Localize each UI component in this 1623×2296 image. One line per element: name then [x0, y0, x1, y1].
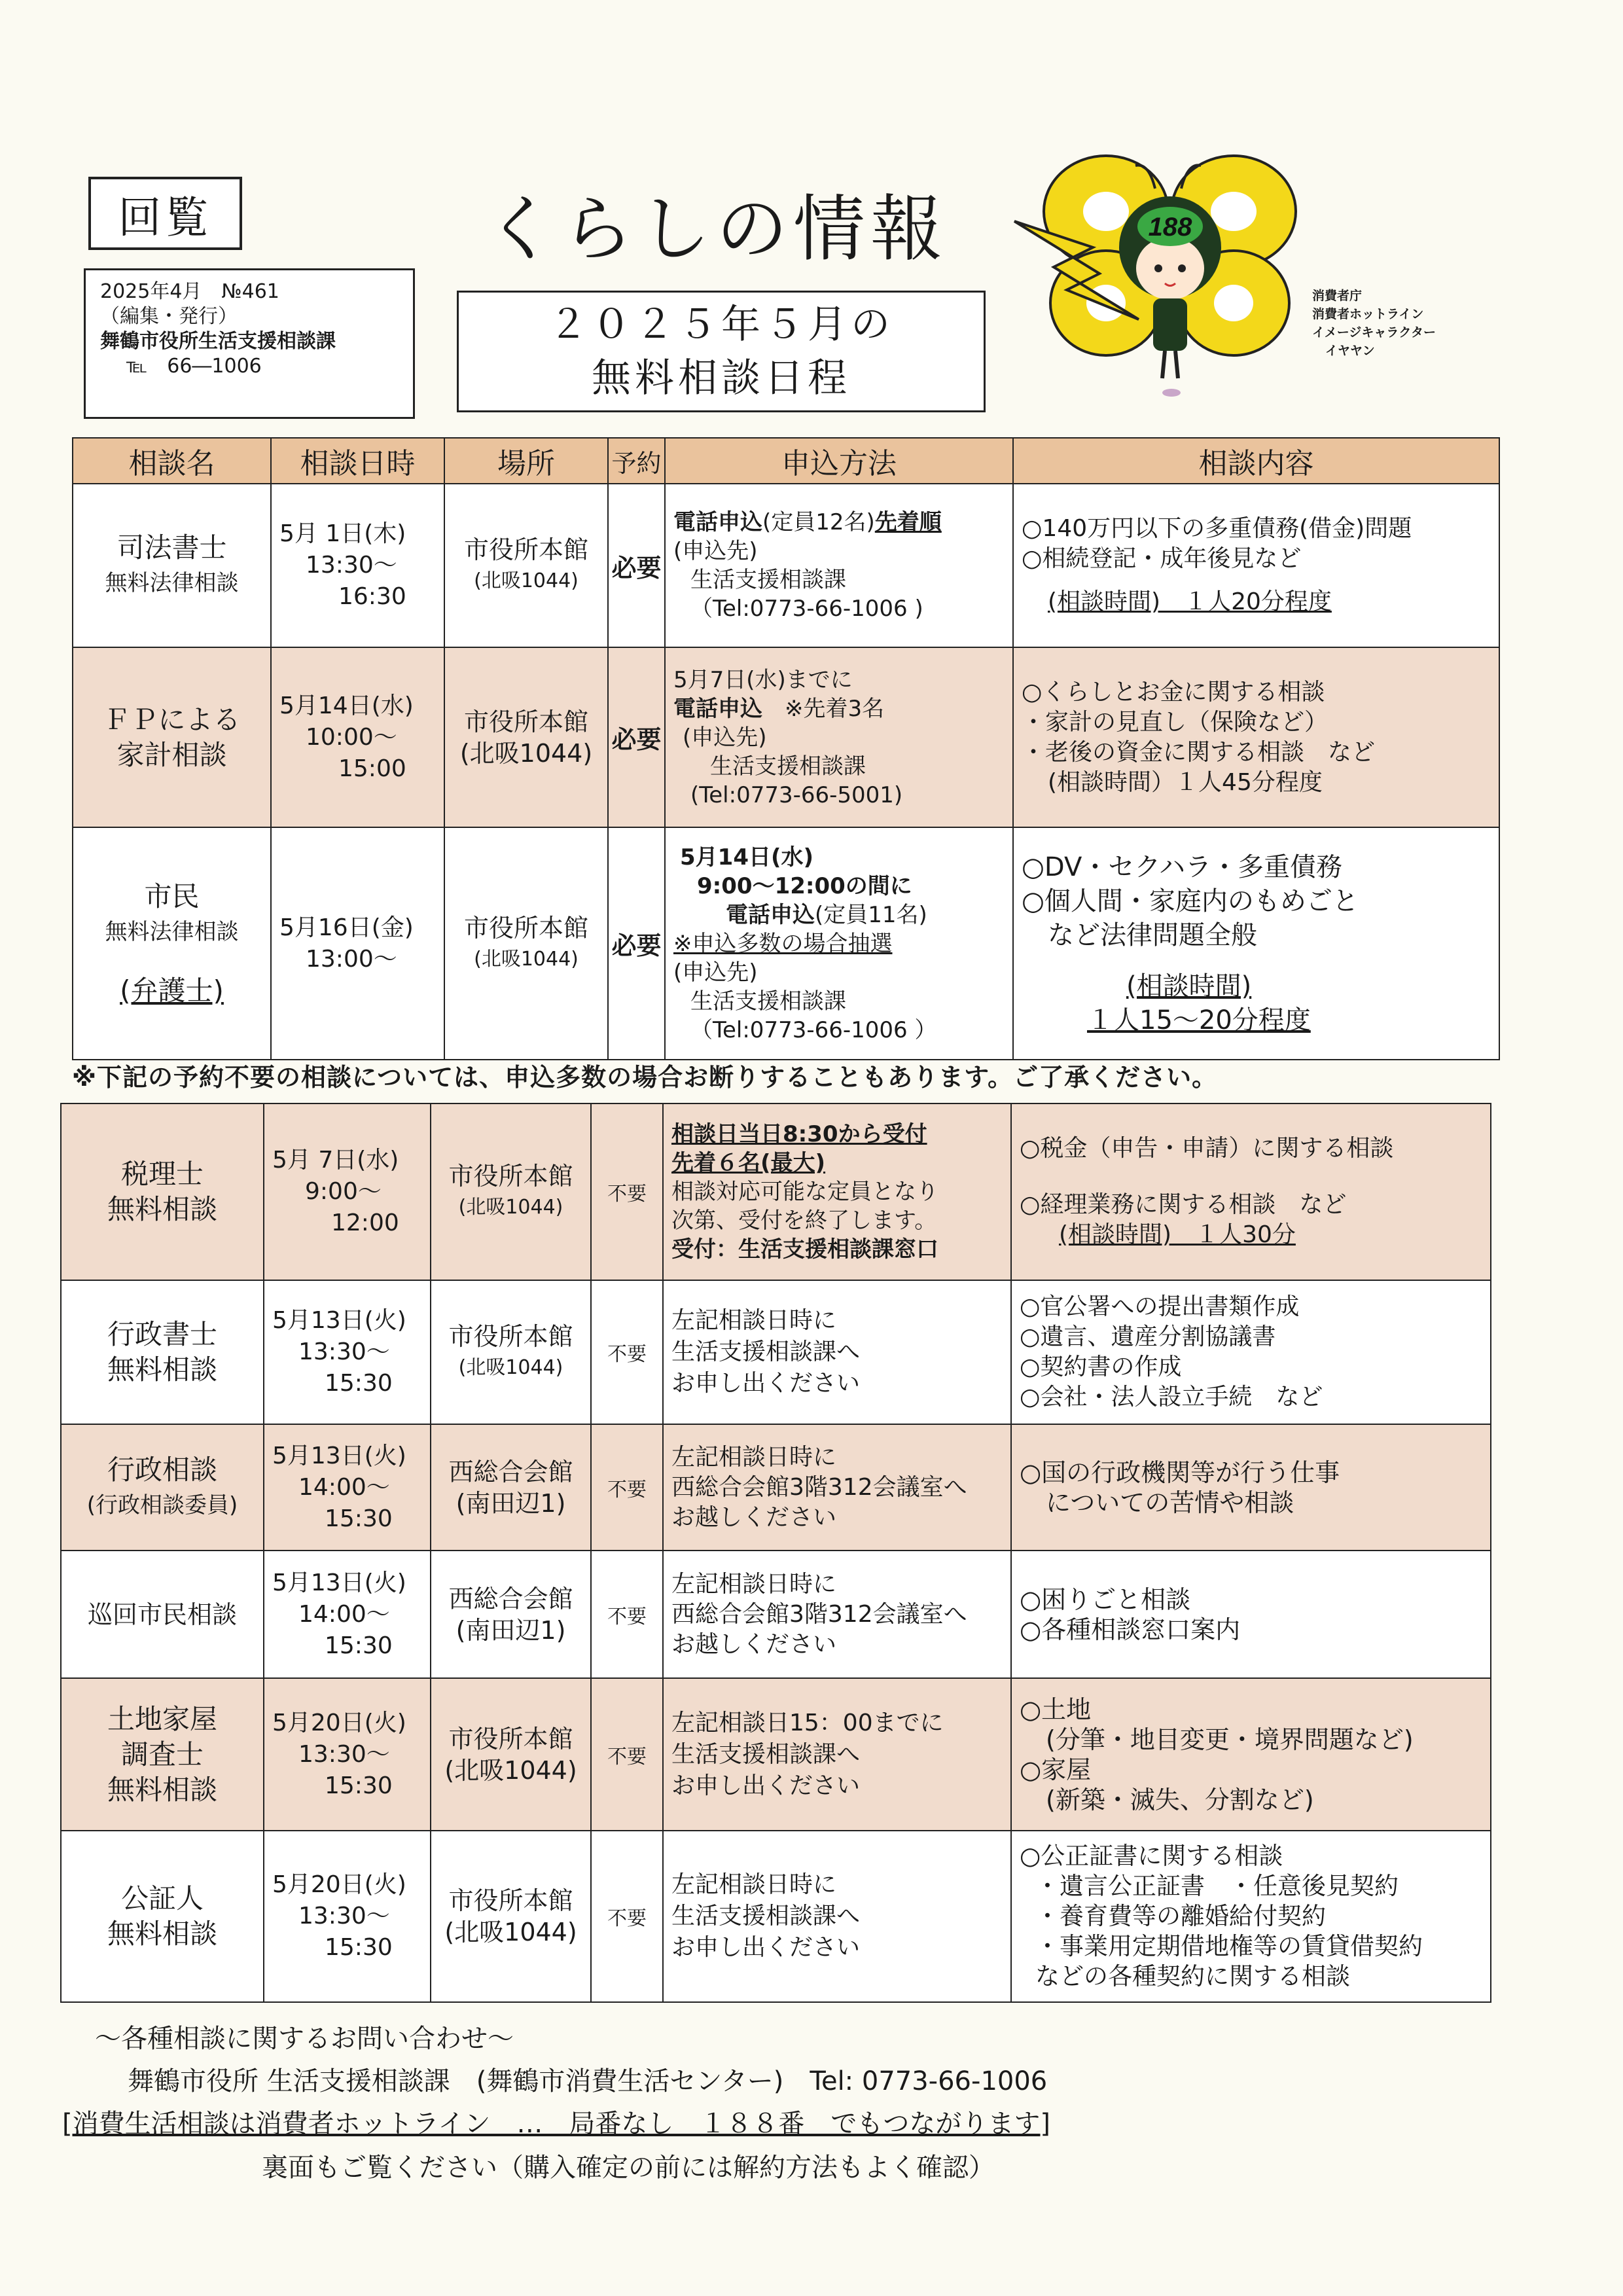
- place-line: 市役所本館: [463, 535, 588, 564]
- content-line: ・家計の見直し（保険など）: [1022, 708, 1329, 736]
- apply-line: （Tel:0773-66-1006 ）: [690, 1016, 937, 1043]
- apply-line: 左記相談日時に: [671, 1871, 837, 1898]
- cell-name: [61, 1103, 264, 1280]
- cell-reserve: 不要: [591, 1551, 663, 1678]
- issue-editor-label: （編集・発行）: [100, 305, 238, 328]
- apply-line: 生活支援相談課: [710, 753, 866, 780]
- content-line: (相談時間) １人20分程度: [1048, 588, 1332, 615]
- content-line: ・事業用定期借地権等の賃貸借契約: [1035, 1932, 1423, 1960]
- mascot-caption: [1312, 287, 1436, 360]
- subtitle-line1: ２０２５年５月の: [548, 302, 894, 348]
- mascot-caption-line3: イメージキャラクター: [1312, 325, 1436, 340]
- cell-apply: [663, 1280, 1011, 1424]
- cell-date: [271, 827, 444, 1060]
- name-line: 行政書士: [107, 1318, 217, 1350]
- cell-name: [61, 1678, 264, 1831]
- cell-apply: [663, 1424, 1011, 1551]
- table-row: [61, 1280, 1491, 1424]
- apply-line: 生活支援相談課へ: [671, 1338, 861, 1365]
- date-line: 15:30: [325, 1772, 393, 1799]
- cell-date: [271, 484, 444, 647]
- cell-place: [444, 827, 608, 1060]
- content-line: ・養育費等の離婚給付契約: [1035, 1902, 1326, 1930]
- date-line: 15:30: [325, 1632, 393, 1659]
- name-line: 無料法律相談: [105, 570, 239, 596]
- cell-apply: [663, 1678, 1011, 1831]
- apply-text: 先着順: [874, 509, 942, 535]
- apply-line: 先着６名(最大): [671, 1150, 826, 1176]
- footer-hotline-note: [消費生活相談は消費者ホットライン … 局番なし １８８番 でもつながります]: [62, 2109, 1051, 2139]
- content-line: ○くらしとお金に関する相談: [1022, 678, 1325, 706]
- place-line: (北吸1044): [458, 1196, 563, 1219]
- footer-contact: 舞鶴市役所 生活支援相談課 (舞鶴市消費生活センター) Tel: 0773-66-1006: [128, 2066, 1048, 2096]
- cell-reserve: 必要: [608, 647, 665, 827]
- header-place: 場所: [444, 438, 608, 484]
- date-line: 15:30: [325, 1934, 393, 1961]
- content-line: ○経理業務に関する相談 など: [1020, 1191, 1347, 1218]
- cell-reserve: 不要: [591, 1424, 663, 1551]
- apply-line: お越しください: [671, 1503, 837, 1531]
- content-line: (新築・滅失、分割など): [1046, 1785, 1314, 1814]
- date-line: 13:00〜: [306, 945, 397, 973]
- table-row: [73, 484, 1499, 647]
- table-row: [61, 1103, 1491, 1280]
- cell-date: [264, 1831, 431, 2002]
- content-line: ○公正証書に関する相談: [1020, 1842, 1283, 1870]
- name-line: (行政相談委員): [86, 1492, 238, 1518]
- apply-line: (申込先): [673, 538, 758, 564]
- name-line: 巡回市民相談: [87, 1600, 237, 1629]
- table-row: [73, 827, 1499, 1060]
- issue-number: 2025年4月 №461: [100, 280, 279, 303]
- date-line: 15:30: [325, 1370, 393, 1397]
- apply-line: お申し出ください: [671, 1370, 861, 1397]
- place-line: (南田辺1): [455, 1488, 566, 1518]
- cell-content: [1011, 1678, 1491, 1831]
- name-line: ＦＰによる: [103, 703, 241, 736]
- place-line: 市役所本館: [448, 1162, 573, 1191]
- cell-name: [61, 1424, 264, 1551]
- header-date: 相談日時: [271, 438, 444, 484]
- apply-line: 5月14日(水): [680, 844, 814, 870]
- name-line: 家計相談: [116, 738, 227, 771]
- content-line: など法律問題全般: [1048, 920, 1257, 950]
- content-line: (相談時間）１人45分程度: [1048, 768, 1323, 796]
- table-row: [61, 1678, 1491, 1831]
- apply-line: ※申込多数の場合抽選: [673, 930, 893, 957]
- content-line: (分筆・地目変更・境界問題など): [1046, 1725, 1414, 1754]
- content-line: ○140万円以下の多重債務(借金)問題: [1022, 515, 1412, 542]
- apply-line: お越しください: [671, 1630, 837, 1658]
- table-row: [61, 1551, 1491, 1678]
- mascot-caption-line4: イヤヤン: [1325, 344, 1375, 358]
- place-line: 市役所本館: [463, 707, 588, 736]
- name-line: 無料相談: [107, 1354, 217, 1386]
- place-line: 市役所本館: [448, 1724, 573, 1753]
- apply-line: （Tel:0773-66-1006 ): [690, 596, 923, 622]
- content-line: ○税金（申告・申請）に関する相談: [1020, 1135, 1394, 1162]
- table-row: [61, 1831, 1491, 2002]
- circulation-label: 回覧: [88, 177, 242, 250]
- issue-info-box: [84, 268, 415, 419]
- date-line: 5月20日(火): [272, 1871, 406, 1898]
- date-line: 14:00〜: [298, 1473, 390, 1501]
- content-line: ○相続登記・成年後見など: [1022, 545, 1302, 572]
- cell-place: [431, 1280, 591, 1424]
- apply-text: 電話申込: [673, 509, 762, 535]
- content-line: ○会社・法人設立手続 など: [1020, 1384, 1323, 1410]
- cell-reserve: 不要: [591, 1831, 663, 2002]
- cell-date: [264, 1424, 431, 1551]
- place-line: (北吸1044): [459, 738, 593, 768]
- content-line: ○個人間・家庭内のもめごと: [1022, 886, 1359, 916]
- date-line: 5月20日(火): [272, 1709, 406, 1736]
- apply-line: (申込先): [673, 959, 758, 986]
- cell-date: [264, 1678, 431, 1831]
- content-line: ・老後の資金に関する相談 など: [1022, 738, 1376, 766]
- header-content: 相談内容: [1013, 438, 1499, 484]
- date-line: 13:30〜: [298, 1903, 390, 1929]
- cell-place: [444, 484, 608, 647]
- header-reserve: 予約: [608, 438, 665, 484]
- cell-reserve: 必要: [608, 827, 665, 1060]
- content-line: ○困りごと相談: [1020, 1585, 1191, 1614]
- date-line: 12:00: [331, 1210, 399, 1236]
- name-line: 土地家屋: [107, 1702, 217, 1735]
- place-line: (北吸1044): [474, 569, 579, 592]
- cell-apply: [665, 484, 1013, 647]
- apply-line: お申し出ください: [671, 1772, 861, 1799]
- apply-text: 電話申込: [673, 695, 762, 722]
- cell-apply: [663, 1103, 1011, 1280]
- mascot-caption-line2: 消費者ホットライン: [1312, 307, 1424, 321]
- cell-date: [264, 1103, 431, 1280]
- apply-line: 生活支援相談課: [690, 988, 846, 1014]
- apply-line: 西総合会館3階312会議室へ: [671, 1600, 967, 1628]
- cell-name: [61, 1280, 264, 1424]
- date-line: 5月 7日(水): [272, 1147, 399, 1174]
- cell-place: [431, 1831, 591, 2002]
- apply-text: 電話申込: [726, 901, 815, 928]
- date-line: 13:30〜: [298, 1338, 390, 1365]
- name-line: 無料相談: [107, 1918, 217, 1950]
- cell-name: [61, 1551, 264, 1678]
- date-line: 16:30: [338, 583, 406, 610]
- place-line: 市役所本館: [448, 1322, 573, 1351]
- cell-apply: [663, 1551, 1011, 1678]
- content-line: ○国の行政機関等が行う仕事: [1020, 1458, 1340, 1487]
- cell-reserve: 不要: [591, 1678, 663, 1831]
- apply-line: 次第、受付を終了します。: [671, 1208, 937, 1234]
- apply-line: (申込先): [683, 724, 767, 751]
- apply-line: 5月7日(水)までに: [673, 666, 853, 693]
- cell-place: [431, 1424, 591, 1551]
- date-line: 5月13日(火): [272, 1442, 406, 1469]
- mascot-badge: 188: [1148, 213, 1192, 242]
- cell-content: [1013, 484, 1499, 647]
- apply-text: (定員11名): [815, 901, 927, 928]
- apply-line: 生活支援相談課: [690, 567, 846, 593]
- cell-name: [73, 827, 271, 1060]
- schedule-table-no-reservation: [60, 1103, 1491, 2003]
- date-line: 14:00〜: [298, 1600, 390, 1628]
- cell-date: [264, 1551, 431, 1678]
- cell-place: [431, 1103, 591, 1280]
- header-apply: 申込方法: [665, 438, 1013, 484]
- place-line: 市役所本館: [463, 913, 588, 942]
- content-line: ・遺言公正証書 ・任意後見契約: [1035, 1872, 1399, 1900]
- place-line: 西総合会館: [448, 1584, 573, 1613]
- date-line: 5月13日(火): [272, 1569, 406, 1596]
- table-row: [61, 1424, 1491, 1551]
- content-line: ○契約書の作成: [1020, 1354, 1182, 1380]
- content-line: ○遺言、遺産分割協議書: [1020, 1323, 1276, 1350]
- name-line: (弁護士): [120, 974, 224, 1007]
- footer-back-note: 裏面もご覧ください（購入確定の前には解約方法もよく確認）: [262, 2153, 995, 2183]
- issue-phone: ℡ 66―1006: [126, 355, 262, 378]
- date-line: 5月16日(金): [279, 914, 414, 941]
- place-line: 市役所本館: [448, 1886, 573, 1915]
- cell-date: [264, 1280, 431, 1424]
- date-line: 5月 1日(木): [279, 520, 406, 547]
- apply-line: (Tel:0773-66-5001): [690, 781, 903, 808]
- cell-content: [1011, 1551, 1491, 1678]
- date-line: 9:00〜: [305, 1178, 382, 1205]
- apply-line: 左記相談日時に: [671, 1443, 837, 1471]
- cell-date: [271, 647, 444, 827]
- cell-content: [1013, 647, 1499, 827]
- apply-line: 受付：生活支援相談課窓口: [671, 1236, 938, 1263]
- apply-line: 生活支援相談課へ: [671, 1740, 861, 1768]
- cell-place: [431, 1551, 591, 1678]
- name-line: 行政相談: [107, 1453, 217, 1486]
- name-line: 司法書士: [116, 531, 227, 564]
- apply-line: 左記相談日15：00までに: [671, 1709, 944, 1736]
- cell-name: [73, 484, 271, 647]
- notice-text: ※下記の予約不要の相談については、申込多数の場合お断りすることもあります。ご了承ください。: [72, 1063, 1218, 1092]
- name-line: 税理士: [120, 1158, 204, 1190]
- content-line: についての苦情や相談: [1046, 1488, 1294, 1517]
- cell-content: [1011, 1424, 1491, 1551]
- place-line: (北吸1044): [474, 947, 579, 971]
- place-line: (北吸1044): [458, 1356, 563, 1379]
- mascot-iyayan-icon: [1008, 149, 1322, 411]
- apply-line: 左記相談日時に: [671, 1307, 837, 1334]
- date-line: 15:00: [338, 755, 406, 782]
- header-name: 相談名: [73, 438, 271, 484]
- date-line: 5月14日(水): [279, 692, 414, 719]
- content-line: (相談時間): [1126, 971, 1252, 1001]
- apply-text: (定員12名): [762, 509, 875, 535]
- cell-content: [1013, 827, 1499, 1060]
- apply-line: 左記相談日時に: [671, 1570, 837, 1598]
- cell-apply: [665, 647, 1013, 827]
- cell-apply: [663, 1831, 1011, 2002]
- name-line: 調査士: [120, 1738, 204, 1770]
- table-row: [73, 647, 1499, 827]
- place-line: (北吸1044): [444, 1918, 577, 1946]
- date-line: 5月13日(火): [272, 1307, 406, 1334]
- content-line: ○DV・セクハラ・多重債務: [1022, 852, 1342, 882]
- cell-content: [1011, 1103, 1491, 1280]
- date-line: 13:30〜: [306, 552, 397, 579]
- content-line: (相談時間) １人30分: [1059, 1221, 1296, 1248]
- cell-reserve: 不要: [591, 1103, 663, 1280]
- apply-line: 西総合会館3階312会議室へ: [671, 1473, 967, 1501]
- apply-line: 生活支援相談課へ: [671, 1903, 861, 1929]
- place-line: (南田辺1): [455, 1615, 566, 1645]
- cell-name: [73, 647, 271, 827]
- content-line: ○土地: [1020, 1695, 1092, 1724]
- date-line: 10:00〜: [306, 723, 397, 751]
- content-line: １人15〜20分程度: [1087, 1005, 1311, 1035]
- mascot-caption-line1: 消費者庁: [1312, 289, 1363, 303]
- content-line: ○家屋: [1020, 1755, 1092, 1784]
- schedule-table-reservation: [72, 437, 1500, 1060]
- place-line: (北吸1044): [444, 1755, 577, 1785]
- place-line: 西総合会館: [448, 1457, 573, 1486]
- content-line: ○各種相談窓口案内: [1020, 1615, 1241, 1644]
- date-line: 13:30〜: [298, 1740, 390, 1768]
- apply-line: 相談対応可能な定員となり: [671, 1179, 938, 1205]
- subtitle-box: [457, 291, 986, 412]
- date-line: 15:30: [325, 1505, 393, 1532]
- apply-line: 相談日当日8:30から受付: [671, 1121, 927, 1147]
- subtitle-line2: 無料相談日程: [592, 355, 851, 401]
- content-line: などの各種契約に関する相談: [1035, 1962, 1350, 1990]
- cell-reserve: 不要: [591, 1280, 663, 1424]
- name-line: 市民: [144, 880, 200, 912]
- name-line: 無料相談: [107, 1193, 217, 1225]
- page-title: くらしの情報: [484, 187, 948, 271]
- cell-place: [431, 1678, 591, 1831]
- content-line: ○官公署への提出書類作成: [1020, 1293, 1300, 1320]
- cell-name: [61, 1831, 264, 2002]
- cell-content: [1011, 1831, 1491, 2002]
- footer-inquiry-heading: 〜各種相談に関するお問い合わせ〜: [95, 2024, 514, 2054]
- name-line: 無料法律相談: [105, 918, 239, 945]
- cell-reserve: 必要: [608, 484, 665, 647]
- apply-text: ※先着3名: [785, 695, 885, 722]
- apply-line: お申し出ください: [671, 1934, 861, 1961]
- table-header-row: [73, 438, 1499, 484]
- cell-content: [1011, 1280, 1491, 1424]
- issue-publisher: 舞鶴市役所生活支援相談課: [100, 330, 336, 353]
- apply-line: 9:00〜12:00の間に: [697, 872, 912, 899]
- name-line: 公証人: [120, 1882, 204, 1914]
- cell-place: [444, 647, 608, 827]
- name-line: 無料相談: [107, 1773, 217, 1806]
- cell-apply: [665, 827, 1013, 1060]
